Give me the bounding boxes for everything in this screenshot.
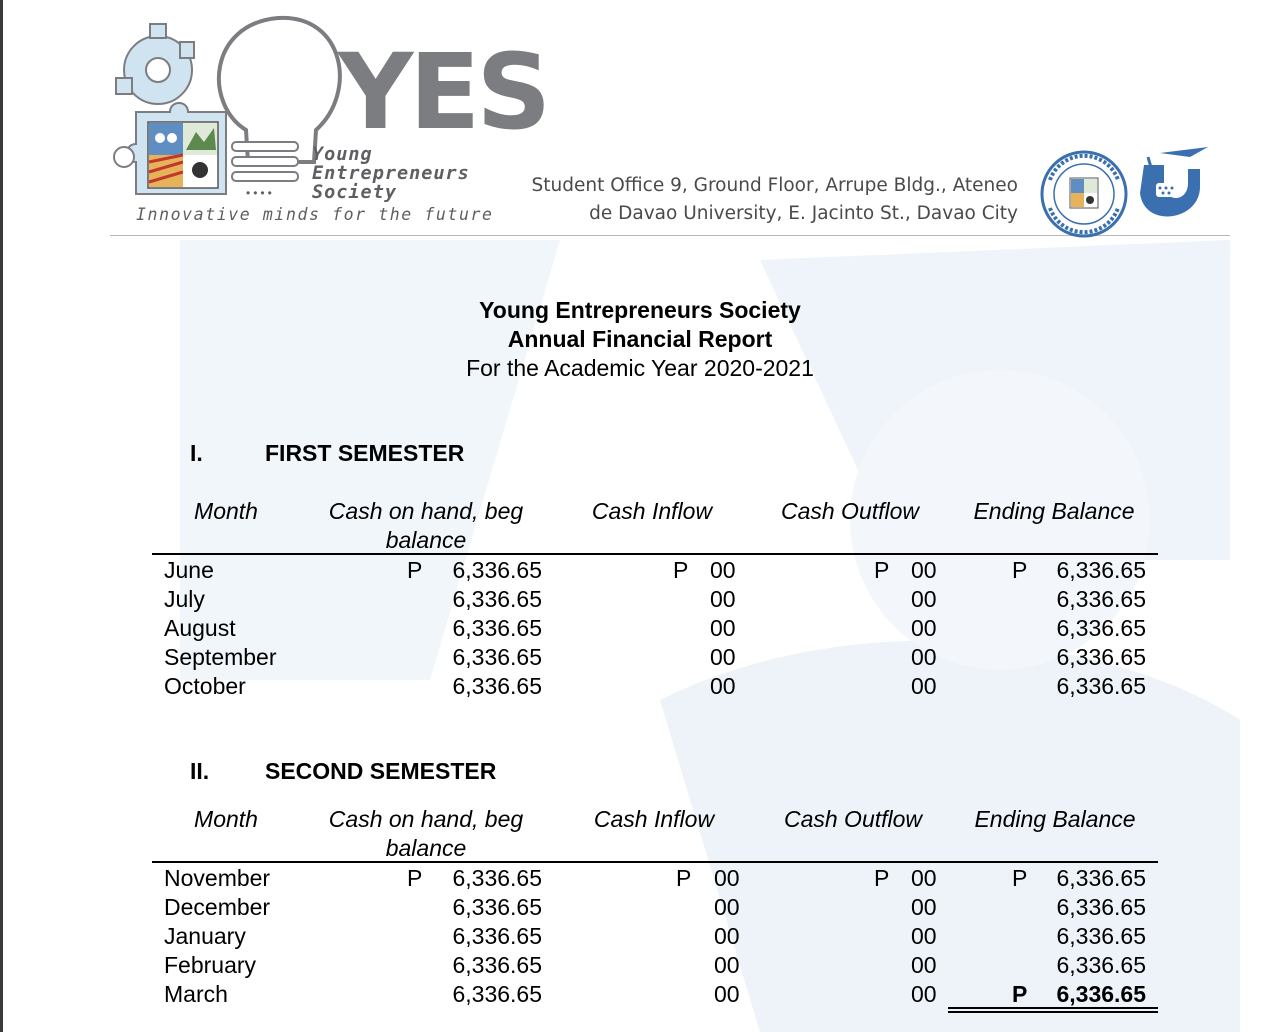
cash-on-hand-cell: 6,336.65 xyxy=(452,586,542,612)
outflow-cell: 00 xyxy=(911,644,937,670)
total-currency-cell: P xyxy=(1012,981,1028,1007)
ending-balance-cell: 6,336.65 xyxy=(1056,557,1146,583)
currency-cell: P xyxy=(407,557,423,583)
outflow-cell: 00 xyxy=(911,615,937,641)
month-cell: March xyxy=(164,981,228,1007)
column-header-month: Month xyxy=(194,498,258,524)
column-header-cash-on-hand xyxy=(306,805,546,863)
logo-dots: •••• xyxy=(246,186,275,200)
outflow-cell: 00 xyxy=(911,923,937,949)
currency-cell: P xyxy=(673,557,689,583)
ending-balance-cell: 6,336.65 xyxy=(1056,586,1146,612)
inflow-cell: 00 xyxy=(714,923,740,949)
outflow-cell: 00 xyxy=(911,894,937,920)
month-cell: February xyxy=(164,952,257,978)
table-row xyxy=(0,864,1280,893)
cash-on-hand-cell: 6,336.65 xyxy=(452,894,542,920)
ending-balance-cell: 6,336.65 xyxy=(1056,952,1146,978)
table-row xyxy=(0,922,1280,951)
month-cell: January xyxy=(164,923,246,949)
inflow-cell: 00 xyxy=(714,865,740,891)
currency-cell: P xyxy=(407,865,423,891)
section-title: FIRST SEMESTER xyxy=(265,440,465,466)
column-header-line: Cash on hand, beg xyxy=(328,806,524,832)
section-number: I. xyxy=(190,440,203,466)
inflow-cell: 00 xyxy=(710,644,736,670)
bulb-icon xyxy=(219,18,340,162)
table-row xyxy=(0,951,1280,980)
currency-cell: P xyxy=(1012,557,1028,583)
table-header-rule xyxy=(152,861,1158,863)
inflow-cell: 00 xyxy=(714,981,740,1007)
university-seal-icon xyxy=(1040,150,1128,238)
outflow-cell: 00 xyxy=(911,981,937,1007)
report-period: For the Academic Year 2020-2021 xyxy=(466,355,814,381)
cash-on-hand-cell: 6,336.65 xyxy=(452,557,542,583)
cash-on-hand-cell: 6,336.65 xyxy=(452,644,542,670)
column-header-line: balance xyxy=(385,527,467,553)
month-cell: June xyxy=(164,557,214,583)
cash-on-hand-cell: 6,336.65 xyxy=(452,865,542,891)
report-subtitle: Annual Financial Report xyxy=(507,326,773,352)
column-header-inflow: Cash Inflow xyxy=(593,806,715,832)
office-address xyxy=(500,172,1018,228)
currency-cell: P xyxy=(676,865,692,891)
column-header-line: balance xyxy=(385,835,467,861)
month-cell: August xyxy=(164,615,236,641)
column-header-outflow: Cash Outflow xyxy=(783,806,923,832)
cash-on-hand-cell: 6,336.65 xyxy=(452,615,542,641)
table-header-rule xyxy=(152,553,1158,555)
crest-icon xyxy=(148,122,218,188)
gear-icon xyxy=(116,24,194,104)
total-double-underline xyxy=(948,1007,1158,1009)
logo-org-line: Young xyxy=(312,144,373,165)
table-row xyxy=(0,643,1280,672)
column-header-month: Month xyxy=(194,806,258,832)
total-ending-balance-cell: 6,336.65 xyxy=(1056,981,1146,1007)
ending-balance-cell: 6,336.65 xyxy=(1056,644,1146,670)
address-line: de Davao University, E. Jacinto St., Davao City xyxy=(589,203,1018,224)
cash-on-hand-cell: 6,336.65 xyxy=(452,923,542,949)
column-header-line: Cash on hand, beg xyxy=(328,498,524,524)
currency-cell: P xyxy=(874,557,890,583)
column-header-ending: Ending Balance xyxy=(973,498,1135,524)
cash-on-hand-cell: 6,336.65 xyxy=(452,981,542,1007)
logo-org-line: Entrepreneurs xyxy=(312,163,470,184)
inflow-cell: 00 xyxy=(710,586,736,612)
inflow-cell: 00 xyxy=(714,952,740,978)
inflow-cell: 00 xyxy=(710,557,736,583)
outflow-cell: 00 xyxy=(911,952,937,978)
outflow-cell: 00 xyxy=(911,865,937,891)
column-header-outflow: Cash Outflow xyxy=(780,498,920,524)
ending-balance-cell: 6,336.65 xyxy=(1056,615,1146,641)
outflow-cell: 00 xyxy=(911,557,937,583)
cash-on-hand-cell: 6,336.65 xyxy=(452,673,542,699)
column-header-cash-on-hand xyxy=(306,497,546,555)
table-row xyxy=(0,672,1280,701)
outflow-cell: 00 xyxy=(911,586,937,612)
column-header-ending: Ending Balance xyxy=(974,806,1136,832)
logo-org-name xyxy=(312,145,470,202)
total-double-underline xyxy=(948,1011,1158,1013)
table-row xyxy=(0,614,1280,643)
month-cell: November xyxy=(164,865,271,891)
table-row xyxy=(0,893,1280,922)
logo-org-line: Society xyxy=(312,182,397,203)
month-cell: December xyxy=(164,894,271,920)
inflow-cell: 00 xyxy=(710,673,736,699)
section-number: II. xyxy=(190,758,210,784)
month-cell: September xyxy=(164,644,277,670)
currency-cell: P xyxy=(1012,865,1028,891)
ending-balance-cell: 6,336.65 xyxy=(1056,865,1146,891)
month-cell: July xyxy=(164,586,205,612)
outflow-cell: 00 xyxy=(911,673,937,699)
report-title: Young Entrepreneurs Society xyxy=(479,297,801,323)
inflow-cell: 00 xyxy=(710,615,736,641)
currency-cell: P xyxy=(874,865,890,891)
section-title: SECOND SEMESTER xyxy=(265,758,497,784)
logo-wordmark: YES xyxy=(338,31,548,153)
cash-on-hand-cell: 6,336.65 xyxy=(452,952,542,978)
yes-logo xyxy=(108,12,548,227)
table-row xyxy=(0,585,1280,614)
logo-tagline: Innovative minds for the future xyxy=(136,205,494,224)
table-row xyxy=(0,556,1280,585)
report-titles xyxy=(340,296,940,383)
ending-balance-cell: 6,336.65 xyxy=(1056,894,1146,920)
university-mascot-icon xyxy=(1130,143,1212,235)
column-header-inflow: Cash Inflow xyxy=(591,498,713,524)
ending-balance-cell: 6,336.65 xyxy=(1056,923,1146,949)
address-line: Student Office 9, Ground Floor, Arrupe Bldg., Ateneo xyxy=(531,175,1018,196)
table-row xyxy=(0,980,1280,1009)
inflow-cell: 00 xyxy=(714,894,740,920)
stripe-lines xyxy=(232,142,298,181)
ending-balance-cell: 6,336.65 xyxy=(1056,673,1146,699)
month-cell: October xyxy=(164,673,246,699)
